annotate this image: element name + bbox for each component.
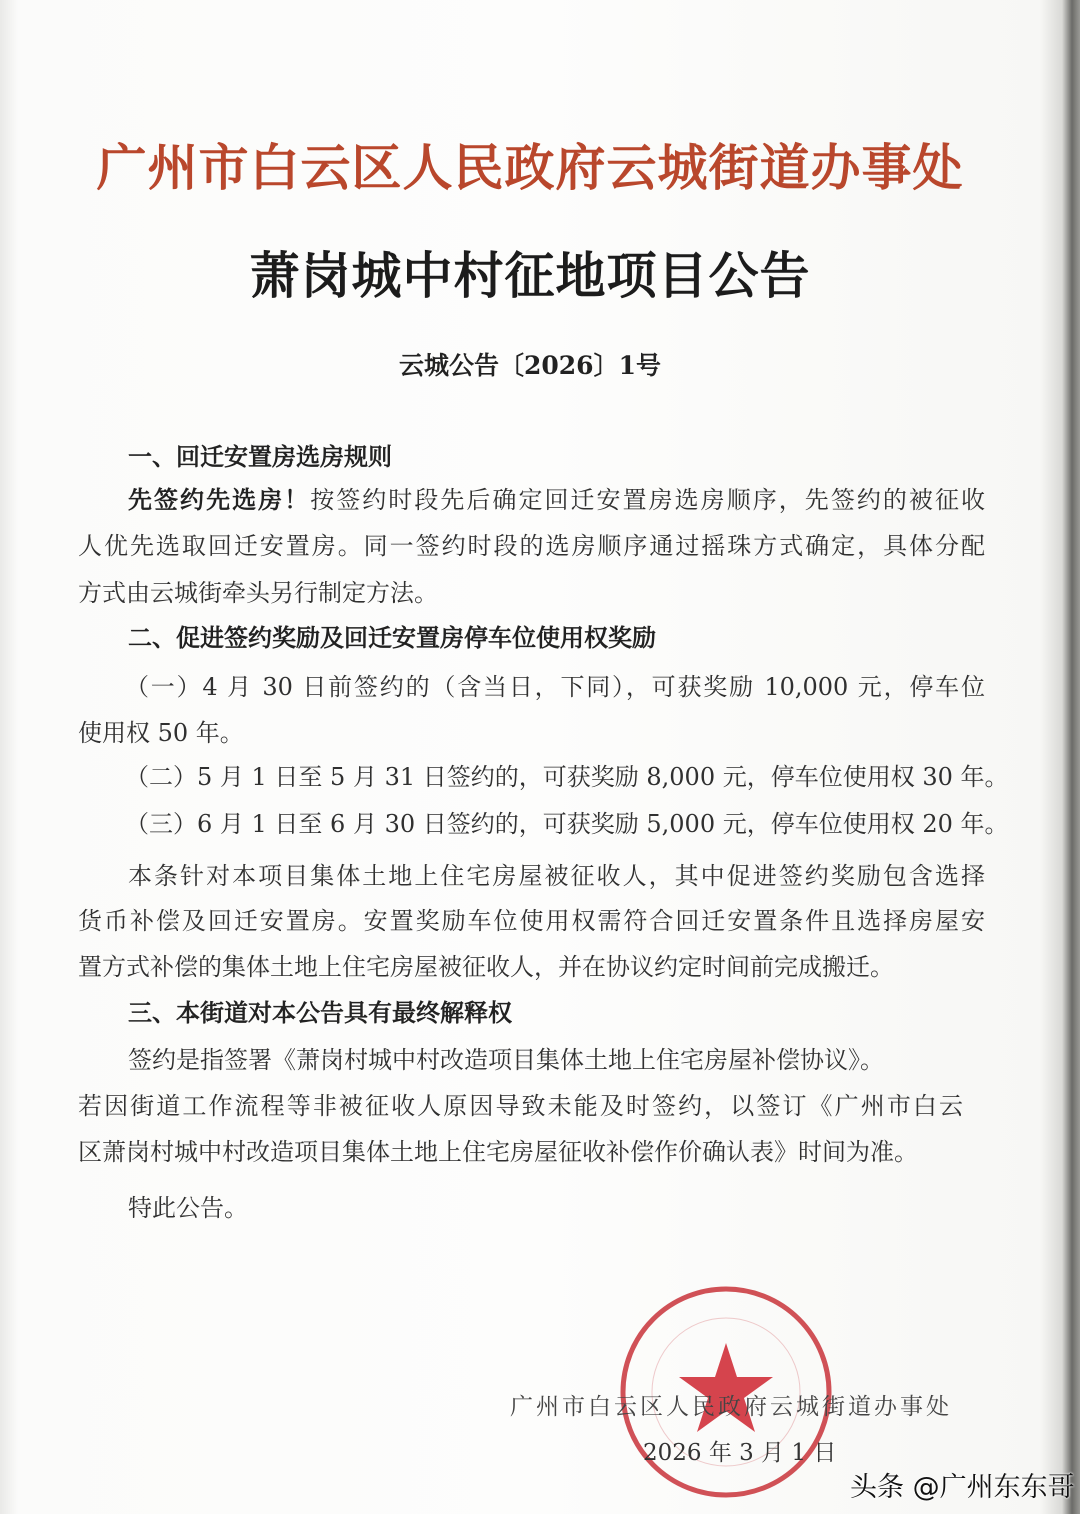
closing-text: 特此公告。 (128, 1194, 248, 1222)
document-title: 萧岗城中村征地项目公告 (249, 246, 811, 305)
issuing-authority-title: 广州市白云区人民政府云城街道办事处 (96, 138, 964, 197)
reward-item-3: （三）6 月 1 日至 6 月 30 日签约的，可获奖励 5,000 元，停车位使用权 20 年。 (125, 810, 1009, 838)
section-2-note-line: 置方式补偿的集体土地上住宅房屋被征收人，并在协议约定时间前完成搬迁。 (78, 953, 894, 981)
watermark: 头条 @广州东东哥 (850, 1472, 1075, 1503)
section-3-line: 签约是指签署《萧岗村城中村改造项目集体土地上住宅房屋补偿协议》。 (128, 1046, 884, 1074)
section-3-line: 区萧岗村城中村改造项目集体土地上住宅房屋征收补偿作价确认表》时间为准。 (78, 1138, 918, 1166)
section-3-line: 若因街道工作流程等非被征收人原因导致未能及时签约，以签订《广州市白云 (78, 1092, 963, 1120)
section-1-paragraph-line: 人优先选取回迁安置房。同一签约时段的选房顺序通过摇珠方式确定，具体分配 (78, 532, 985, 560)
section-2-heading: 二、促进签约奖励及回迁安置房停车位使用权奖励 (128, 623, 656, 652)
reward-item-1-cont: 使用权 50 年。 (78, 719, 244, 747)
section-1-heading: 一、回迁安置房选房规则 (128, 442, 392, 471)
section-3-heading: 三、本街道对本公告具有最终解释权 (128, 998, 512, 1027)
section-1-paragraph-line (128, 484, 985, 516)
section-1-text: 按签约时段先后确定回迁安置房选房顺序，先签约的被征收 (310, 486, 985, 514)
section-2-note-line: 本条针对本项目集体土地上住宅房屋被征收人，其中促进签约奖励包含选择 (128, 862, 985, 890)
issue-date: 2026 年 3 月 1 日 (643, 1440, 837, 1466)
section-1-paragraph-line: 方式由云城街牵头另行制定方法。 (78, 579, 438, 607)
signatory: 广州市白云区人民政府云城街道办事处 (510, 1394, 952, 1420)
reward-item-1: （一）4 月 30 日前签约的（含当日，下同），可获奖励 10,000 元，停车位 (125, 673, 985, 701)
section-2-note-line: 货币补偿及回迁安置房。安置奖励车位使用权需符合回迁安置条件且选择房屋安 (78, 907, 985, 935)
reward-item-2: （二）5 月 1 日至 5 月 31 日签约的，可获奖励 8,000 元，停车位使用权 30 年。 (125, 763, 1009, 791)
section-1-lead: 先签约先选房！ (128, 485, 311, 514)
document-number: 云城公告〔2026〕1号 (399, 351, 661, 380)
